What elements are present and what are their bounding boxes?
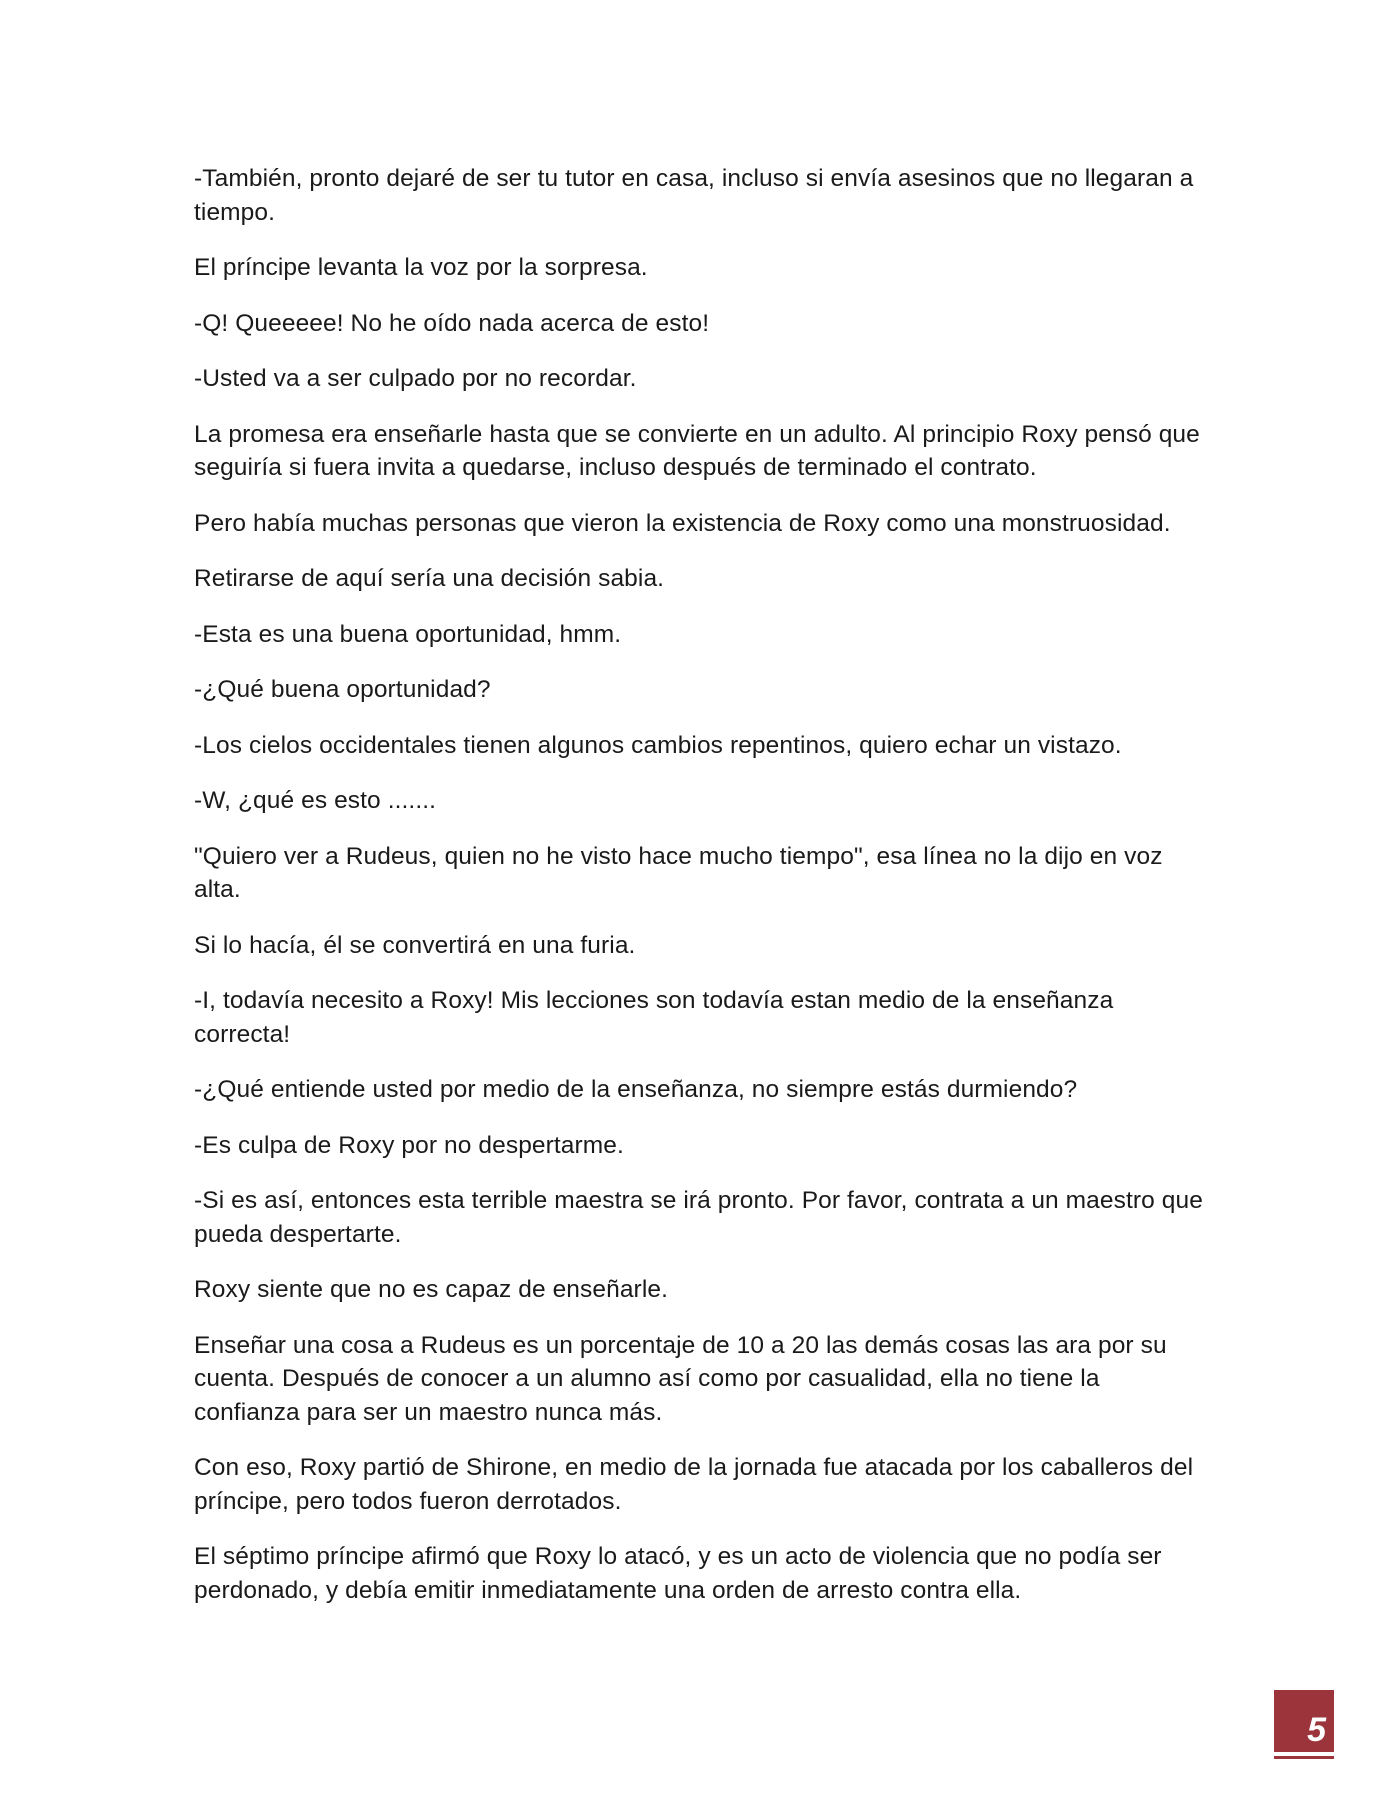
page-body [194,162,1204,1629]
paragraph: -Esta es una buena oportunidad, hmm. [194,620,622,648]
paragraph: La promesa era enseñarle hasta que se convierte en un adulto. Al principio Roxy pensó que seguiría si fuera invita a quedarse, incluso después de terminado el contrato. [194,420,1200,481]
paragraph: -Si es así, entonces esta terrible maestra se irá pronto. Por favor, contrata a un maestro que pueda despertarte. [194,1187,1203,1248]
paragraph: -También, pronto dejaré de ser tu tutor en casa, incluso si envía asesinos que no llegaran a tiempo. [194,165,1194,226]
paragraph: Roxy siente que no es capaz de enseñarle. [194,1276,668,1303]
paragraph: El séptimo príncipe afirmó que Roxy lo atacó, y es un acto de violencia que no podía ser perdonado, y debía emitir inmediatamente una orden de arresto contra ella. [194,1543,1162,1604]
paragraph: -I, todavía necesito a Roxy! Mis lecciones son todavía estan medio de la enseñanza correcta! [194,987,1114,1048]
paragraph: -¿Qué buena oportunidad? [194,676,491,703]
paragraph: -W, ¿qué es esto ....... [194,787,437,814]
paragraph: El príncipe levanta la voz por la sorpresa. [194,254,648,281]
paragraph: Pero había muchas personas que vieron la existencia de Roxy como una monstruosidad. [194,509,1171,537]
paragraph: Enseñar una cosa a Rudeus es un porcentaje de 10 a 20 las demás cosas las ara por su cuenta. Después de conocer a un alumno así como por casualidad, ella no tiene la confianza para ser un maestro nunca más. [194,1331,1167,1426]
paragraph: -¿Qué entiende usted por medio de la enseñanza, no siempre estás durmiendo? [194,1076,1078,1103]
paragraph: -Es culpa de Roxy por no despertarme. [194,1131,624,1159]
paragraph: -Q! Queeeee! No he oído nada acerca de esto! [194,309,710,337]
paragraph: Si lo hacía, él se convertirá en una furia. [194,931,636,959]
page-number-underline [1274,1756,1334,1759]
paragraph: Retirarse de aquí sería una decisión sabia. [194,565,665,592]
paragraph: Con eso, Roxy partió de Shirone, en medio de la jornada fue atacada por los caballeros del príncipe, pero todos fueron derrotados. [194,1454,1194,1515]
paragraph: "Quiero ver a Rudeus, quien no he visto hace mucho tiempo", esa línea no la dijo en voz alta. [194,842,1163,903]
paragraph: -Los cielos occidentales tienen algunos cambios repentinos, quiero echar un vistazo. [194,731,1122,759]
page-number-badge [1274,1690,1334,1752]
paragraph: -Usted va a ser culpado por no recordar. [194,365,637,392]
page-number: 5 [1307,1711,1326,1749]
